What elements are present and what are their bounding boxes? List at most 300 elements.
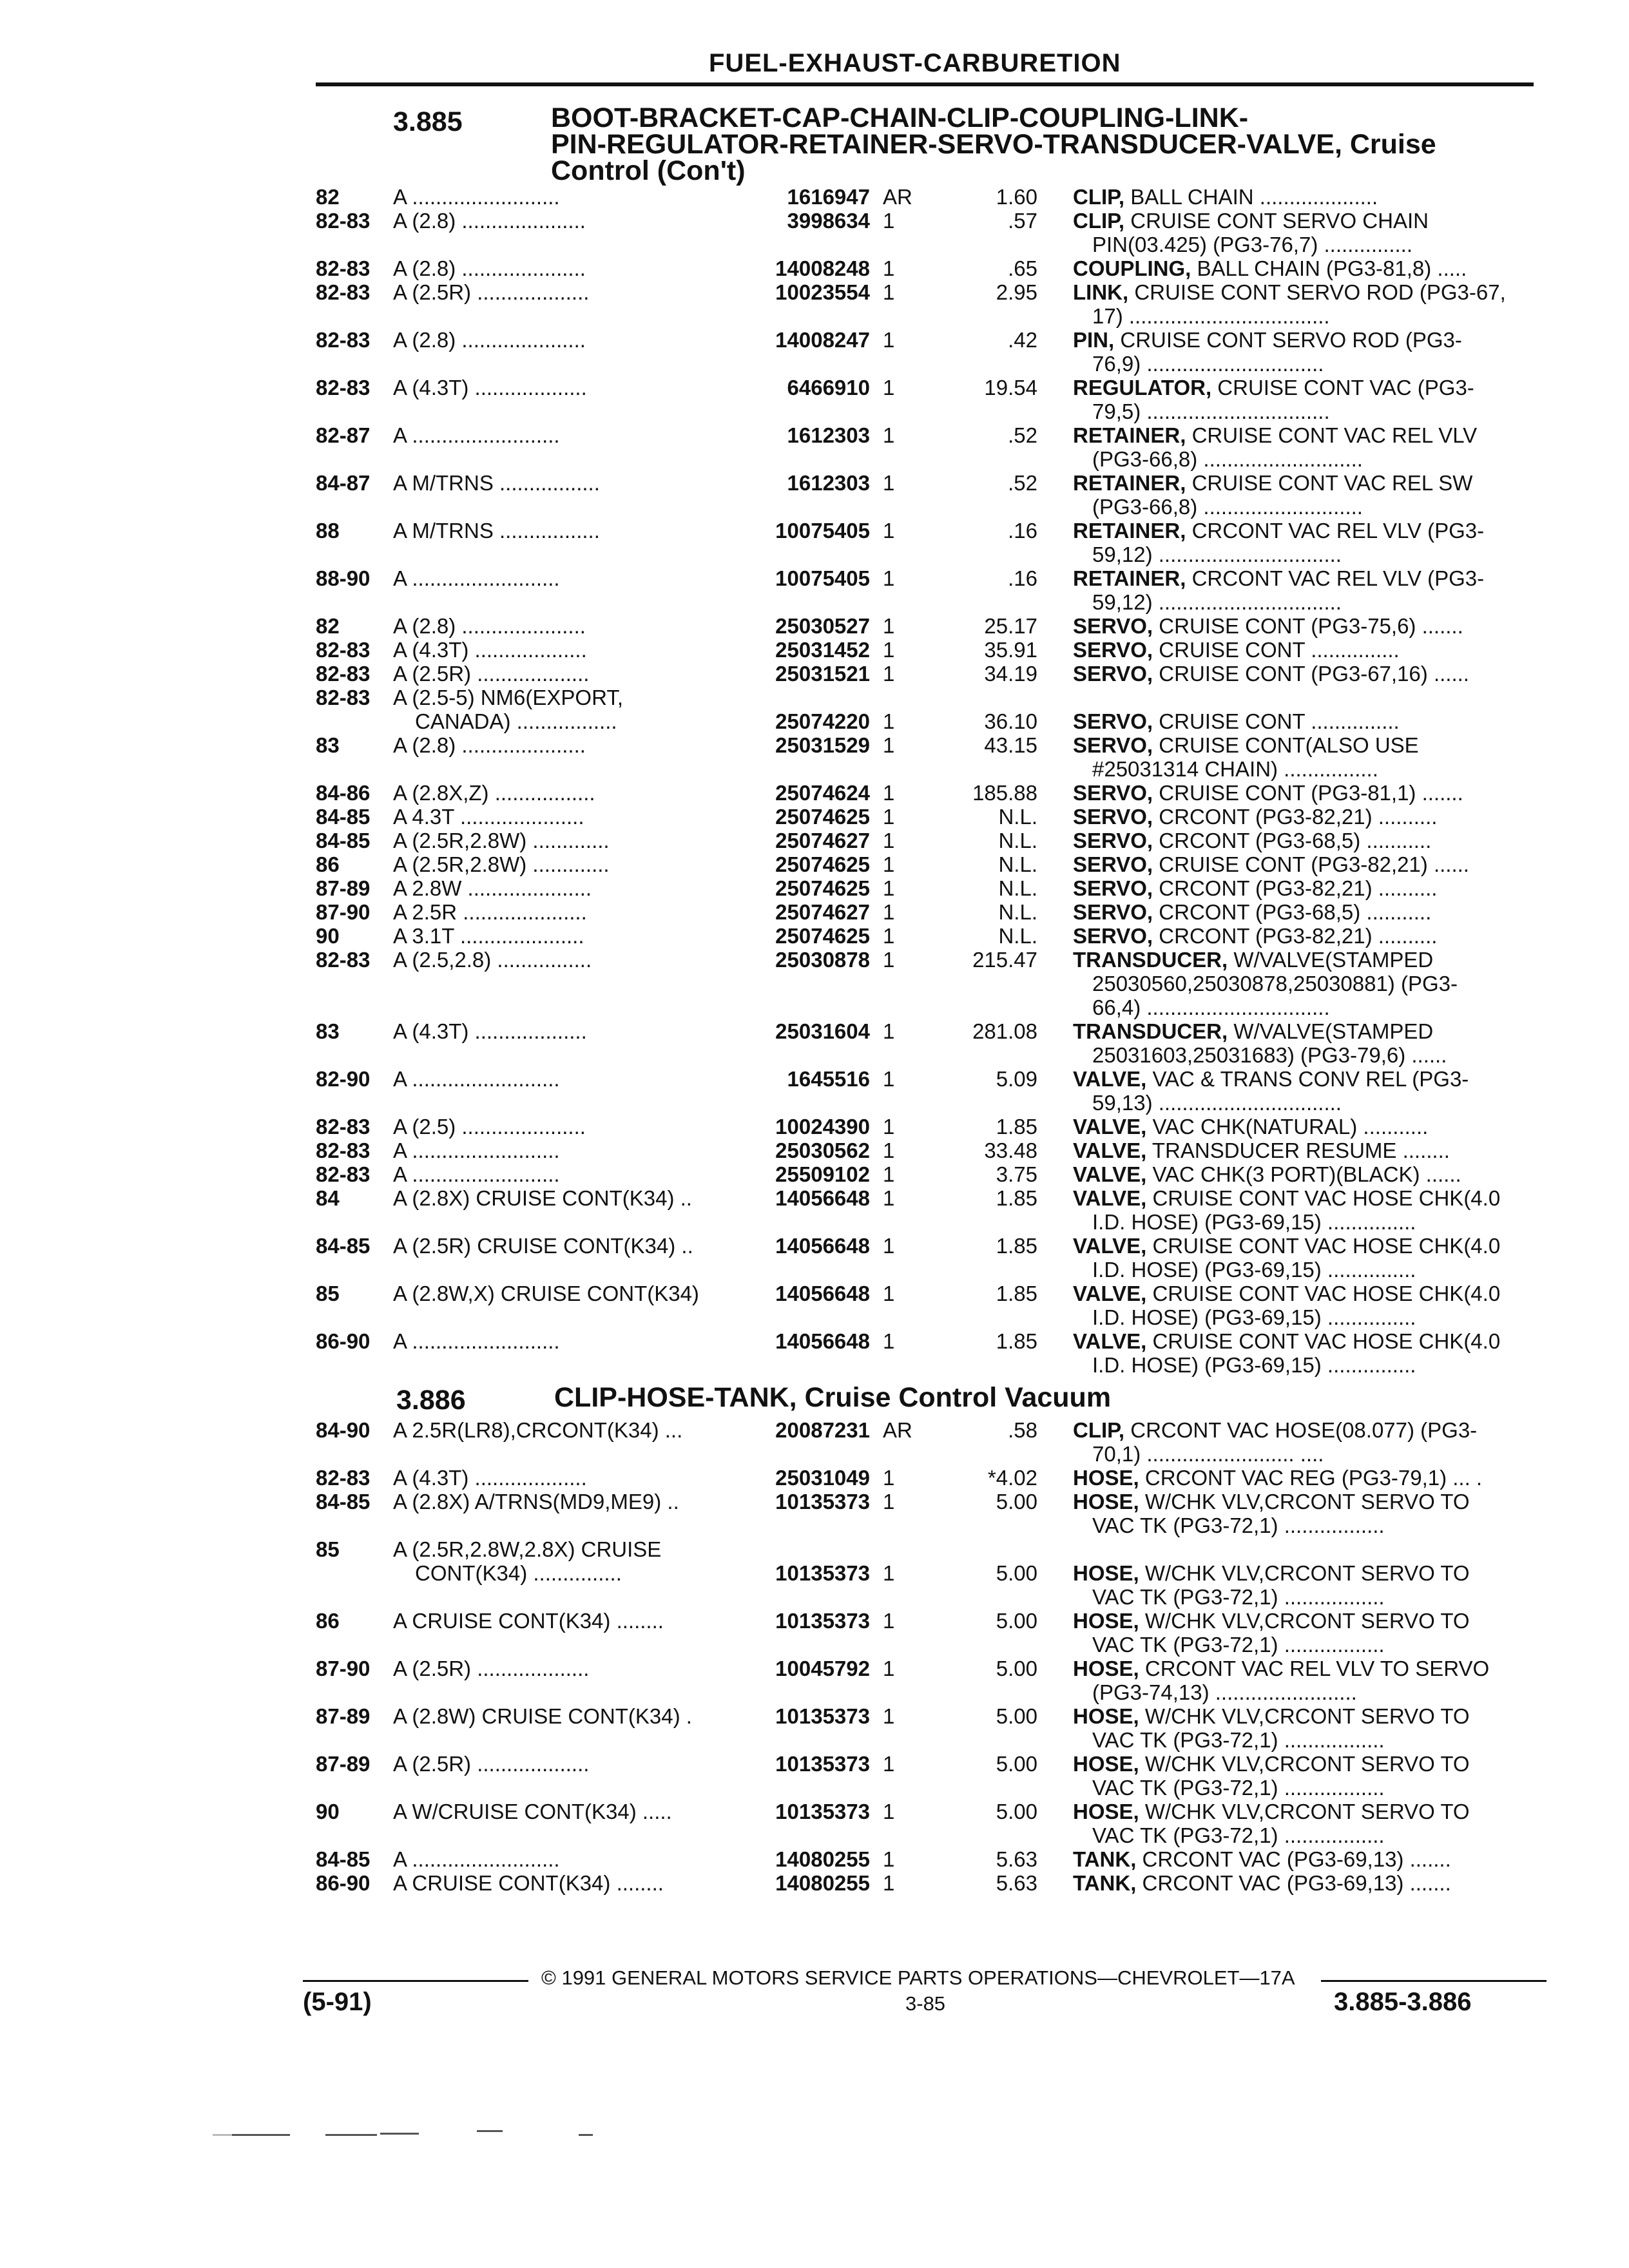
description xyxy=(1073,1234,1537,1258)
part-number: 10075405 xyxy=(775,519,870,543)
description xyxy=(1073,280,1537,305)
description-continuation: I.D. HOSE) (PG3-69,15) ............... xyxy=(1092,1353,1416,1377)
model-years: 87-90 xyxy=(316,900,371,924)
price: 5.63 xyxy=(996,1871,1037,1895)
application: A ......................... xyxy=(393,1847,560,1871)
description-continuation: (PG3-66,8) ........................... xyxy=(1092,495,1363,519)
part-number: 6466910 xyxy=(787,376,870,399)
description-continuation: 59,12) ............................... xyxy=(1092,590,1342,614)
quantity: 1 xyxy=(883,280,895,304)
part-name: TRANSDUCER, xyxy=(1073,948,1228,972)
price: .16 xyxy=(1008,566,1037,590)
part-number: 20087231 xyxy=(775,1418,870,1442)
description xyxy=(1073,1466,1537,1490)
price: .58 xyxy=(1008,1418,1037,1442)
part-name: SERVO, xyxy=(1073,662,1153,686)
scan-mark xyxy=(579,2134,593,2136)
price: 33.48 xyxy=(984,1139,1037,1162)
description-text: CRUISE CONT ............... xyxy=(1153,638,1400,662)
description-text: W/CHK VLV,CRCONT SERVO TO xyxy=(1139,1490,1470,1514)
description-continuation: #25031314 CHAIN) ................ xyxy=(1092,757,1378,781)
description-text: CRUISE CONT VAC REL SW xyxy=(1186,471,1473,495)
description-text: CRCONT VAC REL VLV (PG3- xyxy=(1186,566,1485,590)
scan-mark xyxy=(380,2133,419,2135)
description xyxy=(1073,709,1537,734)
model-years: 82-83 xyxy=(316,1115,371,1139)
model-years: 82-83 xyxy=(316,376,371,399)
part-name: RETAINER, xyxy=(1073,566,1186,590)
application: A (2.8W,X) CRUISE CONT(K34) xyxy=(393,1282,699,1305)
part-name: PIN, xyxy=(1073,328,1115,352)
model-years: 84-85 xyxy=(316,829,371,852)
quantity: 1 xyxy=(883,1282,895,1305)
price: 35.91 xyxy=(984,638,1037,662)
part-name: HOSE, xyxy=(1073,1490,1139,1514)
description xyxy=(1073,328,1537,352)
application: A (4.3T) ................... xyxy=(393,376,587,399)
application: A 3.1T ..................... xyxy=(393,924,584,948)
part-number: 14008248 xyxy=(775,256,870,280)
description xyxy=(1073,1186,1537,1211)
application: A ......................... xyxy=(393,1139,560,1162)
price: 5.00 xyxy=(996,1609,1037,1633)
application: A (2.8) ..................... xyxy=(393,256,586,280)
part-number: 25031521 xyxy=(775,662,870,686)
application: A 2.8W ..................... xyxy=(393,876,592,900)
description xyxy=(1073,1329,1537,1354)
part-number: 14056648 xyxy=(775,1234,870,1258)
description xyxy=(1073,900,1537,925)
part-number: 25074625 xyxy=(775,805,870,829)
part-number: 25074625 xyxy=(775,852,870,876)
price: 2.95 xyxy=(996,280,1037,304)
price: 19.54 xyxy=(984,376,1037,399)
quantity: 1 xyxy=(883,1466,895,1490)
price: 5.00 xyxy=(996,1800,1037,1823)
description xyxy=(1073,614,1537,639)
quantity: 1 xyxy=(883,829,895,852)
description xyxy=(1073,1067,1537,1091)
part-name: CLIP, xyxy=(1073,1418,1125,1442)
application: A ......................... xyxy=(393,1067,560,1091)
price: 1.85 xyxy=(996,1115,1037,1139)
model-years: 84-85 xyxy=(316,1490,371,1514)
model-years: 86 xyxy=(316,1609,340,1633)
application: A CRUISE CONT(K34) ........ xyxy=(393,1871,664,1895)
part-number: 3998634 xyxy=(787,209,870,233)
part-name: SERVO, xyxy=(1073,709,1153,733)
part-number: 14080255 xyxy=(775,1871,870,1895)
description-text: W/CHK VLV,CRCONT SERVO TO xyxy=(1139,1752,1470,1776)
description-text: W/CHK VLV,CRCONT SERVO TO xyxy=(1139,1609,1470,1633)
part-number: 25074627 xyxy=(775,900,870,924)
price: .52 xyxy=(1008,471,1037,495)
description-text: CRUISE CONT SERVO CHAIN xyxy=(1124,209,1429,233)
part-number: 14080255 xyxy=(775,1847,870,1871)
part-number: 14056648 xyxy=(775,1329,870,1353)
part-number: 25074625 xyxy=(775,876,870,900)
description-text: CRCONT VAC REL VLV (PG3- xyxy=(1186,519,1485,543)
price: N.L. xyxy=(998,805,1037,829)
part-number: 1616947 xyxy=(787,185,870,209)
page-header: FUEL-EXHAUST-CARBURETION xyxy=(709,49,1121,77)
price: N.L. xyxy=(998,876,1037,900)
part-name: SERVO, xyxy=(1073,733,1153,757)
description-continuation: (PG3-74,13) ........................ xyxy=(1092,1680,1357,1704)
model-years: 84-86 xyxy=(316,781,371,805)
part-name: COUPLING, xyxy=(1073,256,1191,280)
quantity: 1 xyxy=(883,709,895,733)
description-continuation: 70,1) ......................... .... xyxy=(1092,1442,1324,1466)
description xyxy=(1073,733,1537,758)
model-years: 85 xyxy=(316,1537,340,1561)
model-years: 82 xyxy=(316,614,340,638)
model-years: 84 xyxy=(316,1186,340,1210)
description xyxy=(1073,1657,1537,1681)
part-number: 1612303 xyxy=(787,423,870,447)
part-name: HOSE, xyxy=(1073,1800,1139,1823)
description-text: W/VALVE(STAMPED xyxy=(1228,948,1434,972)
section-title-line: Control (Con't) xyxy=(551,155,746,186)
model-years: 90 xyxy=(316,924,340,948)
description-text: CRUISE CONT VAC HOSE CHK(4.0 xyxy=(1146,1282,1501,1305)
description-text: CRUISE CONT VAC HOSE CHK(4.0 xyxy=(1146,1329,1501,1353)
quantity: 1 xyxy=(883,328,895,352)
description xyxy=(1073,852,1537,877)
description-continuation: VAC TK (PG3-72,1) ................. xyxy=(1092,1728,1385,1752)
section-title-line: PIN-REGULATOR-RETAINER-SERVO-TRANSDUCER-VALVE, Cruise xyxy=(551,129,1436,160)
description xyxy=(1073,423,1537,448)
model-years: 82 xyxy=(316,185,340,209)
application: A (2.5R) ................... xyxy=(393,1657,590,1680)
quantity: 1 xyxy=(883,733,895,757)
application: A (4.3T) ................... xyxy=(393,638,587,662)
description-continuation: 25031603,25031683) (PG3-79,6) ...... xyxy=(1092,1043,1447,1067)
application: A 4.3T ..................... xyxy=(393,805,584,829)
application: A (2.5R,2.8W,2.8X) CRUISE xyxy=(393,1537,662,1561)
description xyxy=(1073,1847,1537,1872)
section-number: 3.886 xyxy=(396,1385,466,1416)
price: 5.09 xyxy=(996,1067,1037,1091)
quantity: 1 xyxy=(883,1329,895,1353)
part-name: SERVO, xyxy=(1073,900,1153,924)
part-number: 14056648 xyxy=(775,1186,870,1210)
price: .57 xyxy=(1008,209,1037,233)
model-years: 82-83 xyxy=(316,1162,371,1186)
model-years: 84-90 xyxy=(316,1418,371,1442)
model-years: 84-85 xyxy=(316,1234,371,1258)
description-text: BALL CHAIN .................... xyxy=(1124,185,1378,209)
description xyxy=(1073,1704,1537,1729)
quantity: 1 xyxy=(883,1704,895,1728)
model-years: 82-83 xyxy=(316,638,371,662)
description-continuation: VAC TK (PG3-72,1) ................. xyxy=(1092,1823,1385,1847)
quantity: 1 xyxy=(883,662,895,686)
price: 5.00 xyxy=(996,1704,1037,1728)
description-text: W/CHK VLV,CRCONT SERVO TO xyxy=(1139,1800,1470,1823)
description-continuation: PIN(03.425) (PG3-76,7) ............... xyxy=(1092,233,1413,256)
application: A (2.8X) CRUISE CONT(K34) .. xyxy=(393,1186,692,1210)
part-number: 25031049 xyxy=(775,1466,870,1490)
application: A M/TRNS ................. xyxy=(393,519,600,543)
description-text: CRUISE CONT (PG3-81,1) ....... xyxy=(1153,781,1463,805)
header-rule xyxy=(316,82,1534,86)
application: A M/TRNS ................. xyxy=(393,471,600,495)
model-years: 82-83 xyxy=(316,209,371,233)
model-years: 83 xyxy=(316,1019,340,1043)
description-text: CRCONT VAC HOSE(08.077) (PG3- xyxy=(1124,1418,1478,1442)
model-years: 84-87 xyxy=(316,471,371,495)
description-text: CRCONT (PG3-68,5) ........... xyxy=(1153,900,1432,924)
description-text: CRUISE CONT VAC HOSE CHK(4.0 xyxy=(1146,1234,1501,1258)
footer-rule-left xyxy=(303,1980,528,1982)
part-name: TANK, xyxy=(1073,1847,1137,1871)
part-name: RETAINER, xyxy=(1073,519,1186,543)
footer-section-range: 3.885-3.886 xyxy=(1334,1988,1472,2016)
part-number: 10135373 xyxy=(775,1704,870,1728)
application: A (2.5R,2.8W) ............. xyxy=(393,829,610,852)
application: A (2.5R,2.8W) ............. xyxy=(393,852,610,876)
description xyxy=(1073,1418,1537,1443)
part-number: 10135373 xyxy=(775,1561,870,1585)
quantity: 1 xyxy=(883,1067,895,1091)
section-number: 3.885 xyxy=(393,106,463,137)
price: .65 xyxy=(1008,256,1037,280)
part-name: SERVO, xyxy=(1073,852,1153,876)
description xyxy=(1073,1752,1537,1776)
application: A W/CRUISE CONT(K34) ..... xyxy=(393,1800,672,1823)
application: A CRUISE CONT(K34) ........ xyxy=(393,1609,664,1633)
description-continuation: (PG3-66,8) ........................... xyxy=(1092,447,1363,471)
application: A (2.5R) ................... xyxy=(393,280,590,304)
model-years: 86 xyxy=(316,852,340,876)
description xyxy=(1073,805,1537,829)
description xyxy=(1073,781,1537,805)
price: N.L. xyxy=(998,924,1037,948)
description-text: W/CHK VLV,CRCONT SERVO TO xyxy=(1139,1561,1470,1585)
price: 1.85 xyxy=(996,1186,1037,1210)
part-name: SERVO, xyxy=(1073,781,1153,805)
part-number: 10135373 xyxy=(775,1609,870,1633)
application: A 2.5R ..................... xyxy=(393,900,587,924)
description xyxy=(1073,566,1537,591)
description-continuation: 59,13) ............................... xyxy=(1092,1091,1342,1115)
description-continuation: 25030560,25030878,25030881) (PG3- xyxy=(1092,972,1458,995)
quantity: 1 xyxy=(883,1019,895,1043)
part-number: 10024390 xyxy=(775,1115,870,1139)
description xyxy=(1073,1800,1537,1824)
section-title: CLIP-HOSE-TANK, Cruise Control Vacuum xyxy=(554,1382,1112,1413)
description xyxy=(1073,1162,1537,1187)
description-continuation: 59,12) ............................... xyxy=(1092,543,1342,566)
description-text: CRCONT (PG3-82,21) .......... xyxy=(1153,924,1438,948)
description xyxy=(1073,1282,1537,1306)
price: 3.75 xyxy=(996,1162,1037,1186)
scan-mark xyxy=(213,2134,232,2136)
model-years: 82-83 xyxy=(316,1466,371,1490)
description-text: CRUISE CONT (PG3-82,21) ...... xyxy=(1153,852,1469,876)
application: A (2.8) ..................... xyxy=(393,614,586,638)
part-number: 14008247 xyxy=(775,328,870,352)
model-years: 83 xyxy=(316,733,340,757)
part-name: HOSE, xyxy=(1073,1561,1139,1585)
description-continuation: I.D. HOSE) (PG3-69,15) ............... xyxy=(1092,1210,1416,1234)
description-text: CRUISE CONT(ALSO USE xyxy=(1153,733,1419,757)
part-name: VALVE, xyxy=(1073,1329,1147,1353)
model-years: 82-83 xyxy=(316,328,371,352)
description-text: CRUISE CONT VAC (PG3- xyxy=(1211,376,1474,399)
description-text: CRUISE CONT (PG3-67,16) ...... xyxy=(1153,662,1469,686)
application: A (2.8) ..................... xyxy=(393,733,586,757)
part-name: VALVE, xyxy=(1073,1139,1147,1162)
description xyxy=(1073,471,1537,495)
description-text: CRUISE CONT SERVO ROD (PG3- xyxy=(1114,328,1462,352)
quantity: 1 xyxy=(883,471,895,495)
part-name: SERVO, xyxy=(1073,805,1153,829)
quantity: 1 xyxy=(883,876,895,900)
quantity: 1 xyxy=(883,924,895,948)
quantity: AR xyxy=(883,1418,912,1442)
part-number: 25074220 xyxy=(775,709,870,733)
model-years: 87-89 xyxy=(316,1704,371,1728)
model-years: 90 xyxy=(316,1800,340,1823)
part-number: 10135373 xyxy=(775,1490,870,1514)
description-text: CRCONT (PG3-82,21) .......... xyxy=(1153,805,1438,829)
application: A ......................... xyxy=(393,423,560,447)
price: N.L. xyxy=(998,829,1037,852)
model-years: 87-90 xyxy=(316,1657,371,1680)
description xyxy=(1073,1019,1537,1044)
application: A (2.5R) CRUISE CONT(K34) .. xyxy=(393,1234,693,1258)
scan-mark xyxy=(477,2130,503,2132)
description-text: CRCONT VAC REL VLV TO SERVO xyxy=(1139,1657,1490,1680)
price: .42 xyxy=(1008,328,1037,352)
description-text: CRCONT VAC (PG3-69,13) ....... xyxy=(1136,1871,1451,1895)
footer-date-code: (5-91) xyxy=(303,1988,372,2016)
quantity: 1 xyxy=(883,852,895,876)
application: CANADA) ................. xyxy=(415,709,617,733)
price: *4.02 xyxy=(987,1466,1037,1490)
quantity: AR xyxy=(883,185,912,209)
quantity: 1 xyxy=(883,1490,895,1514)
model-years: 88 xyxy=(316,519,340,543)
part-number: 25030527 xyxy=(775,614,870,638)
description-text: W/VALVE(STAMPED xyxy=(1228,1019,1434,1043)
description-continuation: I.D. HOSE) (PG3-69,15) ............... xyxy=(1092,1305,1416,1329)
description-continuation: VAC TK (PG3-72,1) ................. xyxy=(1092,1633,1385,1657)
quantity: 1 xyxy=(883,1657,895,1680)
description-text: CRCONT VAC (PG3-69,13) ....... xyxy=(1136,1847,1451,1871)
description xyxy=(1073,519,1537,543)
application: A (4.3T) ................... xyxy=(393,1019,587,1043)
quantity: 1 xyxy=(883,209,895,233)
part-name: HOSE, xyxy=(1073,1752,1139,1776)
description-text: VAC CHK(3 PORT)(BLACK) ...... xyxy=(1146,1162,1461,1186)
quantity: 1 xyxy=(883,566,895,590)
description xyxy=(1073,209,1537,233)
application: A 2.5R(LR8),CRCONT(K34) ... xyxy=(393,1418,683,1442)
scan-mark xyxy=(325,2134,377,2136)
part-number: 1612303 xyxy=(787,471,870,495)
price: 1.60 xyxy=(996,185,1037,209)
description-continuation: 66,4) ............................... xyxy=(1092,995,1330,1019)
model-years: 82-83 xyxy=(316,256,371,280)
price: 5.00 xyxy=(996,1490,1037,1514)
part-name: VALVE, xyxy=(1073,1067,1147,1091)
application: A (4.3T) ................... xyxy=(393,1466,587,1490)
part-name: VALVE, xyxy=(1073,1186,1147,1210)
quantity: 1 xyxy=(883,614,895,638)
quantity: 1 xyxy=(883,1139,895,1162)
description-continuation: VAC TK (PG3-72,1) ................. xyxy=(1092,1776,1385,1800)
description-continuation: VAC TK (PG3-72,1) ................. xyxy=(1092,1514,1385,1537)
part-number: 25074625 xyxy=(775,924,870,948)
price: 215.47 xyxy=(972,948,1037,972)
model-years: 86-90 xyxy=(316,1871,371,1895)
part-name: RETAINER, xyxy=(1073,471,1186,495)
model-years: 84-85 xyxy=(316,805,371,829)
quantity: 1 xyxy=(883,1800,895,1823)
model-years: 82-83 xyxy=(316,948,371,972)
model-years: 82-90 xyxy=(316,1067,371,1091)
part-name: HOSE, xyxy=(1073,1657,1139,1680)
part-number: 25509102 xyxy=(775,1162,870,1186)
description-text: TRANSDUCER RESUME ........ xyxy=(1146,1139,1450,1162)
description xyxy=(1073,376,1537,400)
application: A (2.5R) ................... xyxy=(393,662,590,686)
section-title-line: BOOT-BRACKET-CAP-CHAIN-CLIP-COUPLING-LINK- xyxy=(551,102,1249,133)
description-text: VAC CHK(NATURAL) ........... xyxy=(1146,1115,1429,1139)
application: A ......................... xyxy=(393,1162,560,1186)
quantity: 1 xyxy=(883,1186,895,1210)
model-years: 87-89 xyxy=(316,876,371,900)
description xyxy=(1073,948,1537,972)
description-text: BALL CHAIN (PG3-81,8) ..... xyxy=(1191,256,1467,280)
description xyxy=(1073,256,1537,281)
quantity: 1 xyxy=(883,948,895,972)
description-text: CRUISE CONT (PG3-75,6) ....... xyxy=(1153,614,1463,638)
price: 5.00 xyxy=(996,1752,1037,1776)
description-continuation: VAC TK (PG3-72,1) ................. xyxy=(1092,1585,1385,1609)
description-text: W/CHK VLV,CRCONT SERVO TO xyxy=(1139,1704,1470,1728)
price: N.L. xyxy=(998,852,1037,876)
part-name: HOSE, xyxy=(1073,1466,1139,1490)
description-continuation: 76,9) .............................. xyxy=(1092,352,1324,376)
description xyxy=(1073,829,1537,853)
quantity: 1 xyxy=(883,519,895,543)
part-name: VALVE, xyxy=(1073,1162,1147,1186)
quantity: 1 xyxy=(883,638,895,662)
price: 1.85 xyxy=(996,1282,1037,1305)
part-number: 10045792 xyxy=(775,1657,870,1680)
quantity: 1 xyxy=(883,256,895,280)
model-years: 82-83 xyxy=(316,686,371,709)
section-title xyxy=(551,102,1436,186)
price: 1.85 xyxy=(996,1234,1037,1258)
part-name: REGULATOR, xyxy=(1073,376,1212,399)
price: 25.17 xyxy=(984,614,1037,638)
model-years: 82-87 xyxy=(316,423,371,447)
model-years: 87-89 xyxy=(316,1752,371,1776)
quantity: 1 xyxy=(883,1234,895,1258)
quantity: 1 xyxy=(883,1561,895,1585)
description xyxy=(1073,876,1537,901)
price: .16 xyxy=(1008,519,1037,543)
description-text: CRUISE CONT VAC HOSE CHK(4.0 xyxy=(1146,1186,1501,1210)
application: CONT(K34) ............... xyxy=(415,1561,622,1585)
part-name: SERVO, xyxy=(1073,924,1153,948)
quantity: 1 xyxy=(883,805,895,829)
